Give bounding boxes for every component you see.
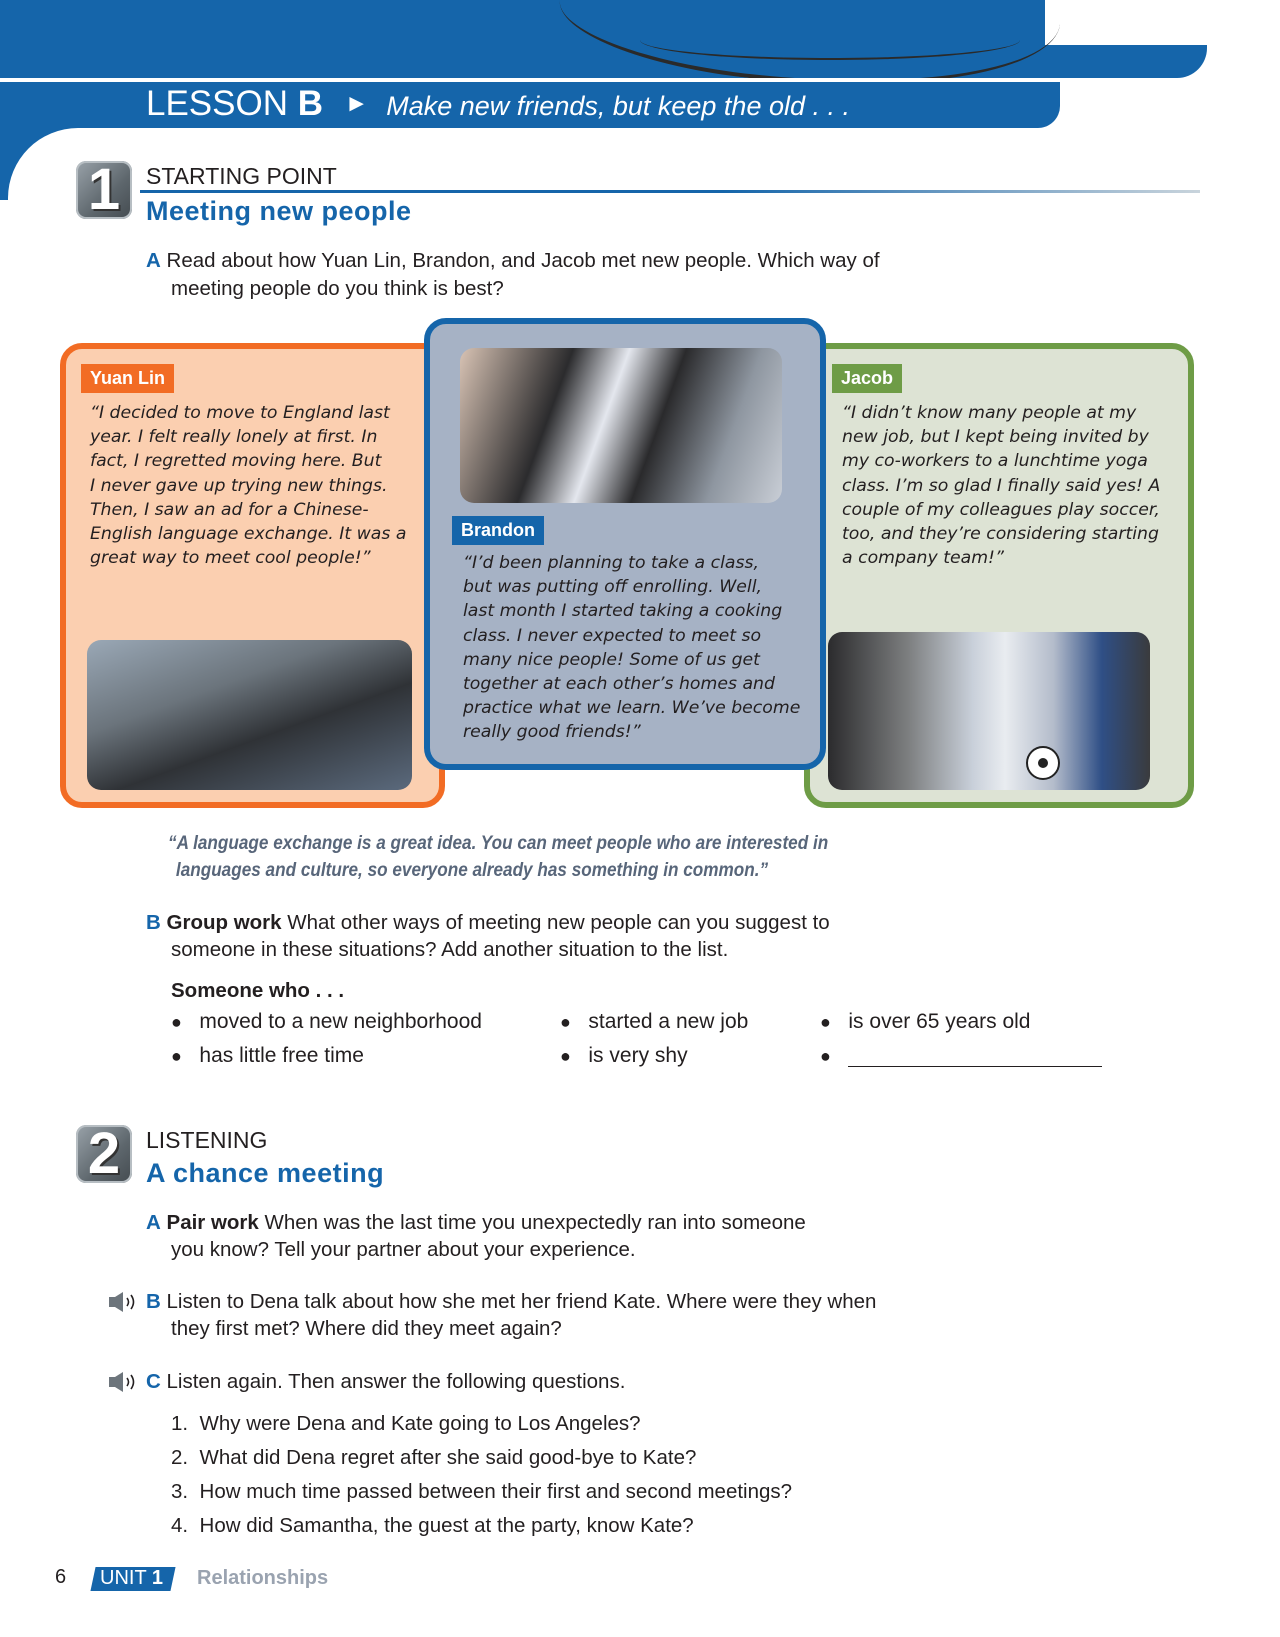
exercise-mode: Pair work [166, 1211, 259, 1234]
quote-line: Then, I saw an ad for a Chinese- [90, 499, 369, 520]
card-quote [90, 401, 406, 570]
quote-line: really good friends!” [463, 722, 641, 743]
quote-line: class. I never expected to meet so [463, 625, 762, 646]
list-item: ● is very shy [560, 1044, 688, 1067]
quote-line: “I didn’t know many people at my [842, 403, 1137, 423]
exercise-letter: B [146, 1290, 161, 1313]
exercise-a-line2: you know? Tell your partner about your experience. [171, 1238, 636, 1261]
list-item: ● moved to a new neighborhood [171, 1010, 482, 1033]
listening-exercise-b [146, 1288, 876, 1315]
question-item [171, 1444, 696, 1471]
question-item [171, 1410, 641, 1437]
quote-line: new job, but I kept being invited by [842, 427, 1149, 448]
question-text: How much time passed between their first and second meetings? [199, 1480, 793, 1503]
photo-language-exchange [87, 640, 412, 790]
exercise-b [146, 909, 830, 936]
quote-line: great way to meet cool people!” [90, 548, 371, 569]
exercise-text: Read about how Yuan Lin, Brandon, and Jacob met new people. Which way of [166, 249, 880, 272]
unit-word: UNIT [100, 1567, 147, 1589]
quote-line: many nice people! Some of us get [463, 649, 760, 670]
exercise-a-line2: meeting people do you think is best? [171, 277, 504, 300]
name-tag: Brandon [452, 516, 544, 545]
pull-quote [168, 830, 828, 884]
question-text: How did Samantha, the guest at the party, know Kate? [199, 1514, 694, 1537]
header-cutout [1045, 0, 1280, 45]
page-number: 6 [55, 1566, 67, 1588]
exercise-b-line2: someone in these situations? Add another situation to the list. [171, 938, 729, 961]
quote-line: year. I felt really lonely at first. In [90, 427, 378, 448]
quote-line: fact, I regretted moving here. But [90, 451, 382, 472]
lesson-label: LESSON [146, 84, 288, 123]
question-number: 4. [171, 1514, 189, 1537]
play-arrow-icon: ► [344, 90, 369, 117]
question-text: What did Dena regret after she said good-bye to Kate? [199, 1446, 697, 1469]
card-quote [842, 401, 1160, 570]
exercise-letter: C [146, 1370, 161, 1393]
lesson-title [146, 84, 850, 124]
unit-label [100, 1567, 163, 1590]
section-number-badge: 1 [76, 161, 132, 219]
list-item: ● is over 65 years old [820, 1010, 1031, 1033]
speaker-icon[interactable] [108, 1371, 142, 1393]
exercise-text: When was the last time you unexpectedly ran into someone [264, 1211, 806, 1234]
lesson-subtitle: Make new friends, but keep the old . . . [386, 91, 851, 121]
question-number: 2. [171, 1446, 189, 1469]
section-label: LISTENING [146, 1127, 268, 1153]
exercise-letter: B [146, 911, 161, 934]
list-item-text: has little free time [199, 1044, 364, 1067]
list-item: ● started a new job [560, 1010, 749, 1033]
question-number: 1. [171, 1412, 189, 1435]
quote-line: I never gave up trying new things. [90, 475, 388, 496]
name-tag: Yuan Lin [81, 364, 174, 393]
blank-answer-line[interactable] [848, 1046, 1102, 1067]
exercise-text: Listen to Dena talk about how she met her friend Kate. Where were they when [166, 1290, 877, 1313]
list-item-text: is very shy [588, 1044, 688, 1067]
section-title: Meeting new people [146, 196, 412, 226]
quote-line: together at each other’s homes and [463, 674, 775, 695]
quote-line: a company team!” [842, 548, 1004, 569]
listening-exercise-a [146, 1209, 806, 1236]
pull-quote-line: languages and culture, so everyone already has something in common.” [175, 859, 769, 881]
photo-cooking-class [460, 348, 782, 503]
unit-number: 1 [151, 1567, 163, 1589]
list-item: ● [820, 1046, 831, 1066]
exercise-letter: A [146, 249, 161, 272]
question-item [171, 1478, 792, 1505]
photo-office-soccer [828, 632, 1150, 790]
section-rule [140, 190, 1200, 193]
list-item: ● has little free time [171, 1044, 364, 1067]
quote-line: but was putting off enrolling. Well, [463, 577, 763, 598]
list-item-text: is over 65 years old [848, 1010, 1031, 1033]
exercise-letter: A [146, 1211, 161, 1234]
soccer-ball-icon [1026, 746, 1060, 780]
lesson-letter: B [297, 84, 324, 123]
exercise-text: What other ways of meeting new people can you suggest to [287, 911, 830, 934]
decorative-swoosh [640, 20, 1020, 60]
question-text: Why were Dena and Kate going to Los Angeles? [199, 1412, 641, 1435]
exercise-text: Listen again. Then answer the following questions. [166, 1370, 626, 1393]
section-label: STARTING POINT [146, 163, 337, 189]
pull-quote-line: “A language exchange is a great idea. You can meet people who are interested in [168, 832, 829, 854]
speaker-icon[interactable] [108, 1291, 142, 1313]
section-number-badge: 2 [76, 1125, 132, 1183]
quote-line: too, and they’re considering starting [842, 524, 1159, 545]
exercise-a [146, 247, 880, 274]
section-title: A chance meeting [146, 1158, 385, 1188]
list-item-text: moved to a new neighborhood [199, 1010, 482, 1033]
quote-line: last month I started taking a cooking [463, 601, 783, 622]
name-tag: Jacob [832, 364, 902, 393]
exercise-b-line2: they first met? Where did they meet again? [171, 1317, 562, 1340]
unit-title: Relationships [197, 1567, 329, 1589]
quote-line: “I’d been planning to take a class, [463, 553, 759, 573]
question-number: 3. [171, 1480, 189, 1503]
listening-exercise-c [146, 1368, 625, 1395]
list-item-text: started a new job [588, 1010, 749, 1033]
quote-line: my co-workers to a lunchtime yoga [842, 451, 1148, 472]
question-item [171, 1512, 694, 1539]
quote-line: “I decided to move to England last [90, 403, 390, 423]
quote-line: English language exchange. It was a [90, 524, 407, 545]
quote-line: practice what we learn. We’ve become [463, 698, 801, 719]
card-quote [463, 551, 800, 745]
quote-line: class. I’m so glad I finally said yes! A [842, 475, 1161, 496]
list-heading: Someone who . . . [171, 979, 345, 1002]
quote-line: couple of my colleagues play soccer, [842, 499, 1160, 520]
exercise-mode: Group work [166, 911, 282, 934]
